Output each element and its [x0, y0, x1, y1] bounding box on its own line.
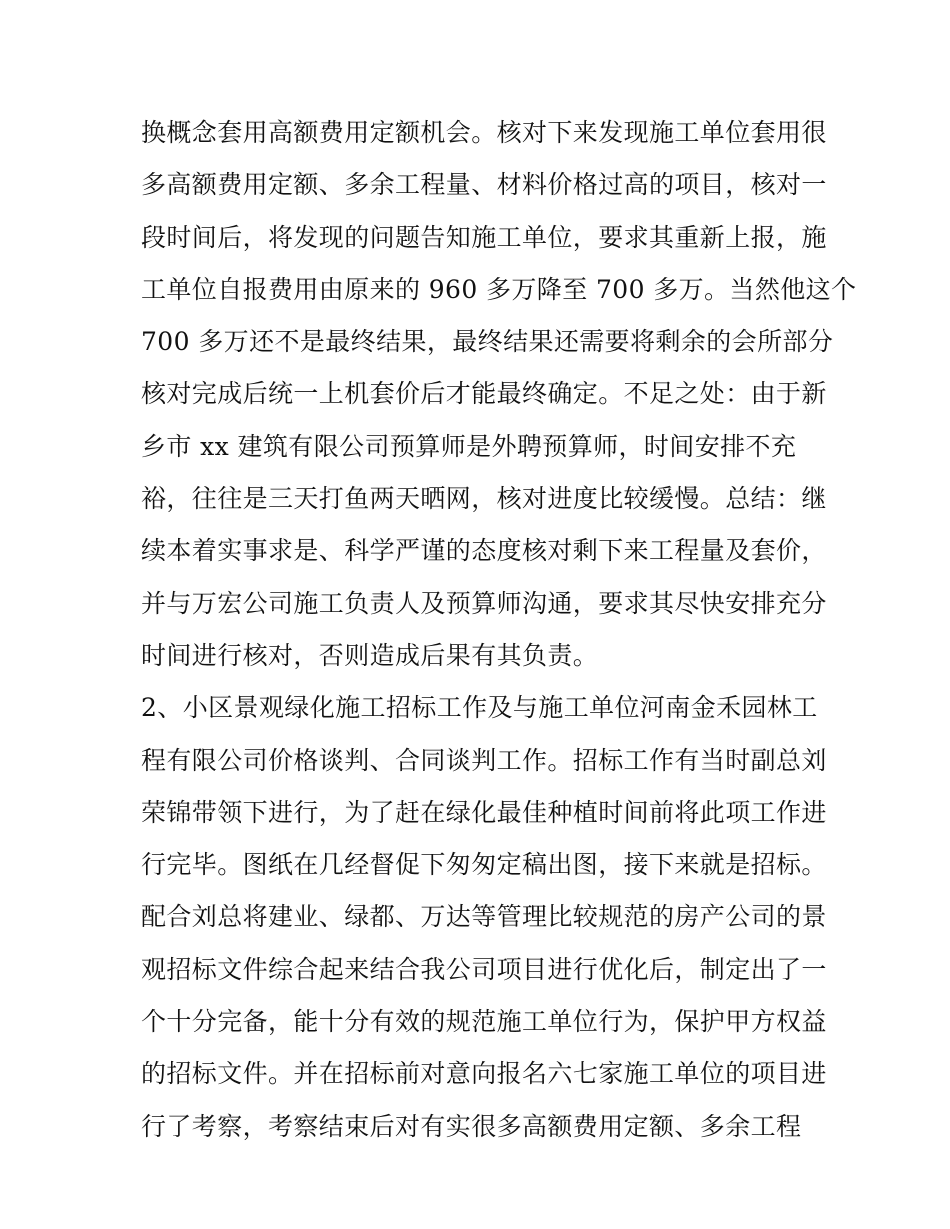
text-line: 荣锦带领下进行，为了赶在绿化最佳种植时间前将此项工作进 — [141, 797, 827, 827]
text-line: 行完毕。图纸在几经督促下匆匆定稿出图，接下来就是招标。 — [141, 850, 827, 880]
text-line: 个十分完备，能十分有效的规范施工单位行为，保护甲方权益 — [141, 1007, 827, 1037]
text-line: 裕，往往是三天打鱼两天晒网，核对进度比较缓慢。总结：继 — [141, 484, 827, 514]
text-line: 换概念套用高额费用定额机会。核对下来发现施工单位套用很 — [141, 118, 827, 147]
text-line: 续本着实事求是、科学严谨的态度核对剩下来工程量及套价， — [141, 536, 827, 566]
text-line: 并与万宏公司施工负责人及预算师沟通，要求其尽快安排充分 — [141, 588, 827, 618]
text-line: 配合刘总将建业、绿都、万达等管理比较规范的房产公司的景 — [141, 902, 827, 932]
body-text — [141, 107, 857, 1153]
text-line: 多高额费用定额、多余工程量、材料价格过高的项目，核对一 — [141, 170, 827, 200]
text-line: 2、小区景观绿化施工招标工作及与施工单位河南金禾园林工 — [141, 693, 818, 723]
text-line: 核对完成后统一上机套价后才能最终确定。不足之处：由于新 — [141, 379, 827, 409]
text-line: 的招标文件。并在招标前对意向报名六七家施工单位的项目进 — [141, 1059, 827, 1089]
text-line: 行了考察，考察结束后对有实很多高额费用定额、多余工程 — [141, 1111, 802, 1141]
text-line: 观招标文件综合起来结合我公司项目进行优化后，制定出了一 — [141, 954, 827, 984]
text-line: 700 多万还不是最终结果，最终结果还需要将剩余的会所部分 — [141, 327, 834, 357]
text-line: 乡市 xx 建筑有限公司预算师是外聘预算师，时间安排不充 — [141, 431, 797, 461]
text-line: 时间进行核对，否则造成后果有其负责。 — [141, 640, 599, 670]
text-line: 段时间后，将发现的问题告知施工单位，要求其重新上报，施 — [141, 222, 827, 252]
text-line: 工单位自报费用由原来的 960 多万降至 700 多万。当然他这个 — [141, 274, 857, 304]
text-line: 程有限公司价格谈判、合同谈判工作。招标工作有当时副总刘 — [141, 745, 827, 775]
